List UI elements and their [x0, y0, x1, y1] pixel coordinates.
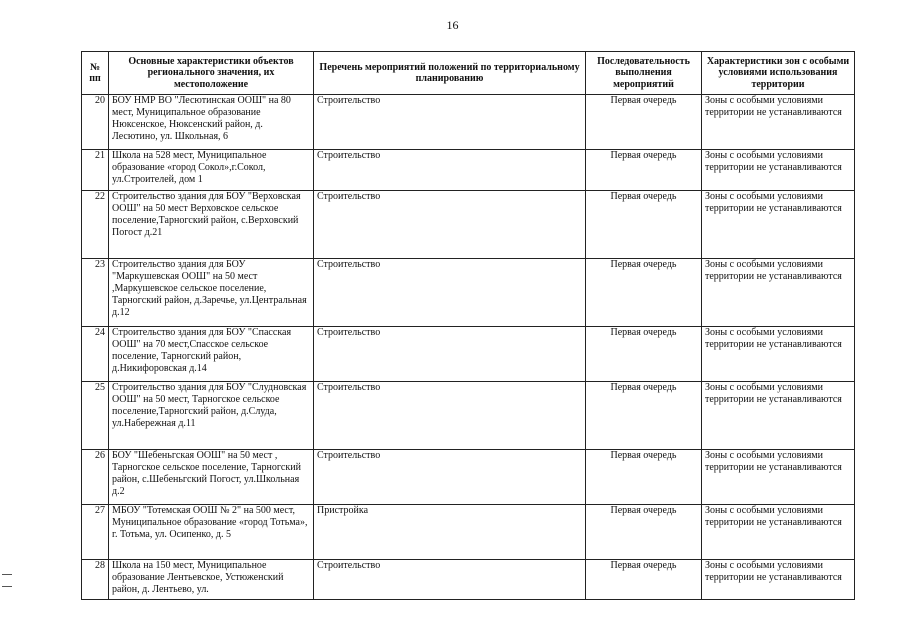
row-action: Строительство [314, 560, 586, 600]
table-row [82, 95, 855, 150]
row-sequence: Первая очередь [586, 382, 702, 450]
row-sequence: Первая очередь [586, 191, 702, 259]
row-sequence: Первая очередь [586, 560, 702, 600]
row-sequence: Первая очередь [586, 259, 702, 327]
row-sequence: Первая очередь [586, 150, 702, 191]
row-action: Пристройка [314, 505, 586, 560]
row-sequence: Первая очередь [586, 505, 702, 560]
row-action: Строительство [314, 95, 586, 150]
row-number: 24 [82, 327, 109, 382]
row-number: 20 [82, 95, 109, 150]
row-object: Строительство здания для БОУ "Верховская ООШ" на 50 мест Верховское сельское поселение,Тарногский район, с.Верховский Погост д.21 [109, 191, 314, 259]
header-actions: Перечень мероприятий положений по территориальному планированию [314, 52, 586, 95]
row-number: 26 [82, 450, 109, 505]
row-object: Строительство здания для БОУ "Спасская ООШ" на 70 мест,Спасское сельское поселение, Тарногский район, д.Никифоровская д.14 [109, 327, 314, 382]
row-number: 25 [82, 382, 109, 450]
measures-table [81, 51, 855, 600]
row-number: 23 [82, 259, 109, 327]
row-zones: Зоны с особыми условиями территории не устанавливаются [702, 150, 855, 191]
row-object: Строительство здания для БОУ "Маркушевская ООШ" на 50 мест ,Маркушевское сельское поселение, Тарногский район, д.Заречье, ул.Центральная д.12 [109, 259, 314, 327]
header-object: Основные характеристики объектов регионального значения, их местоположение [109, 52, 314, 95]
table-row [82, 450, 855, 505]
row-zones: Зоны с особыми условиями территории не устанавливаются [702, 95, 855, 150]
header-sequence: Последовательность выполнения мероприятий [586, 52, 702, 95]
row-zones: Зоны с особыми условиями территории не устанавливаются [702, 327, 855, 382]
row-number: 21 [82, 150, 109, 191]
row-object: Школа на 528 мест, Муниципальное образование «город Сокол»,г.Сокол, ул.Строителей, дом 1 [109, 150, 314, 191]
row-number: 27 [82, 505, 109, 560]
table-row [82, 150, 855, 191]
page-number: 16 [446, 18, 459, 32]
row-object: Строительство здания для БОУ "Слудновская ООШ" на 50 мест, Тарногское сельское поселение,Тарногский район, д.Слуда, ул.Набережная д.11 [109, 382, 314, 450]
table-row [82, 505, 855, 560]
row-zones: Зоны с особыми условиями территории не устанавливаются [702, 382, 855, 450]
row-zones: Зоны с особыми условиями территории не устанавливаются [702, 450, 855, 505]
row-zones: Зоны с особыми условиями территории не устанавливаются [702, 259, 855, 327]
table-row [82, 382, 855, 450]
row-zones: Зоны с особыми условиями территории не устанавливаются [702, 191, 855, 259]
row-number: 22 [82, 191, 109, 259]
row-zones: Зоны с особыми условиями территории не устанавливаются [702, 560, 855, 600]
row-action: Строительство [314, 327, 586, 382]
row-action: Строительство [314, 191, 586, 259]
row-object: Школа на 150 мест, Муниципальное образование Лентьевское, Устюженский район, д. Лентьево, ул. [109, 560, 314, 600]
row-sequence: Первая очередь [586, 327, 702, 382]
row-object: МБОУ "Тотемская ООШ № 2" на 500 мест, Муниципальное образование «город Тотьма», г. Тотьма, ул. Осипенко, д. 5 [109, 505, 314, 560]
table-header [82, 52, 855, 95]
row-action: Строительство [314, 382, 586, 450]
row-object: БОУ "Шебеньгская ООШ" на 50 мест , Тарногское сельское поселение, Тарногский район, с.Шебеньгский Погост, ул.Школьная д.2 [109, 450, 314, 505]
header-number: № пп [82, 52, 109, 95]
row-action: Строительство [314, 150, 586, 191]
table-row [82, 259, 855, 327]
row-sequence: Первая очередь [586, 450, 702, 505]
row-sequence: Первая очередь [586, 95, 702, 150]
margin-mark [2, 586, 12, 587]
margin-mark [2, 574, 12, 575]
row-action: Строительство [314, 450, 586, 505]
row-zones: Зоны с особыми условиями территории не устанавливаются [702, 505, 855, 560]
table-row [82, 560, 855, 600]
row-number: 28 [82, 560, 109, 600]
table-row [82, 191, 855, 259]
header-zones: Характеристики зон с особыми условиями использования территории [702, 52, 855, 95]
row-object: БОУ НМР ВО "Лесютинская ООШ" на 80 мест, Муниципальное образование Нюксенское, Нюксенский район, д. Лесютино, ул. Школьная, 6 [109, 95, 314, 150]
table-row [82, 327, 855, 382]
row-action: Строительство [314, 259, 586, 327]
